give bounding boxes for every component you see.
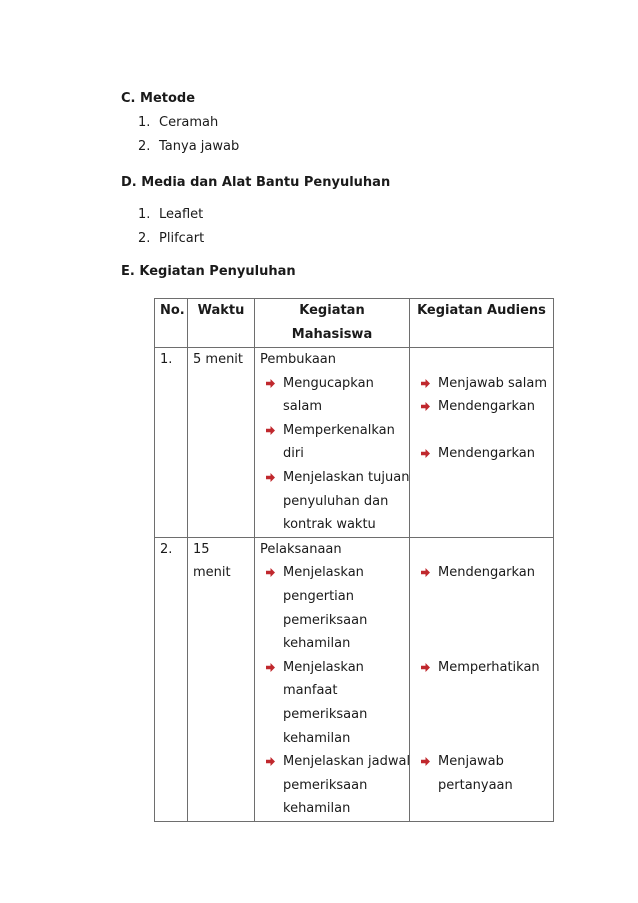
section-c-title: C. Metode bbox=[121, 91, 196, 106]
section-e-title: E. Kegiatan Penyuluhan bbox=[121, 264, 296, 279]
cell-audiens bbox=[410, 348, 554, 538]
arrow-right-icon bbox=[266, 426, 275, 435]
cell-no bbox=[155, 537, 188, 821]
activity-line: pemeriksaan bbox=[283, 706, 368, 722]
metode-list bbox=[138, 111, 239, 159]
list-item bbox=[138, 111, 239, 135]
phase-label: Pelaksanaan bbox=[260, 541, 342, 557]
activity-line: pengertian bbox=[283, 588, 354, 604]
audience-line: Menjawab bbox=[438, 754, 504, 770]
activity-line: Menjelaskan tujuan bbox=[283, 469, 410, 485]
activity-table bbox=[154, 298, 554, 822]
arrow-right-icon bbox=[421, 449, 430, 458]
arrow-right-icon bbox=[266, 379, 275, 388]
list-number: 2. bbox=[138, 231, 151, 246]
list-text: Plifcart bbox=[159, 231, 205, 246]
arrow-right-icon bbox=[421, 402, 430, 411]
list-item bbox=[138, 203, 204, 227]
activity-line: Memperkenalkan bbox=[283, 422, 395, 438]
duration: 5 menit bbox=[193, 352, 244, 367]
phase-label: Pembukaan bbox=[260, 352, 337, 367]
activity-line: kehamilan bbox=[283, 636, 351, 652]
activity-line: salam bbox=[283, 399, 322, 415]
row-number: 2. bbox=[160, 541, 173, 557]
arrow-right-icon bbox=[421, 568, 430, 577]
cell-audiens bbox=[410, 537, 554, 821]
arrow-right-icon bbox=[266, 473, 275, 482]
audience-line: Mendengarkan bbox=[438, 446, 536, 462]
duration: 15 bbox=[193, 541, 210, 557]
activity-line: kontrak waktu bbox=[283, 517, 376, 533]
audience-line: Mendengarkan bbox=[438, 399, 536, 415]
cell-mahasiswa bbox=[255, 348, 410, 538]
arrow-right-icon bbox=[421, 757, 430, 766]
cell-mahasiswa bbox=[255, 537, 410, 821]
arrow-right-icon bbox=[266, 568, 275, 577]
cell-no bbox=[155, 348, 188, 538]
list-text: Ceramah bbox=[159, 115, 219, 130]
activity-line: kehamilan bbox=[283, 730, 351, 746]
arrow-right-icon bbox=[266, 663, 275, 672]
activity-line: Mengucapkan bbox=[283, 375, 374, 391]
audience-line: Mendengarkan bbox=[438, 565, 536, 581]
activity-line: Menjelaskan jadwal bbox=[283, 754, 411, 770]
header-mahasiswa: Kegiatan Mahasiswa bbox=[255, 299, 410, 348]
cell-waktu bbox=[188, 537, 255, 821]
activity-line: manfaat bbox=[283, 683, 338, 699]
arrow-right-icon bbox=[266, 757, 275, 766]
audience-line: pertanyaan bbox=[438, 777, 513, 793]
arrow-right-icon bbox=[421, 663, 430, 672]
activity-line: kehamilan bbox=[283, 801, 351, 817]
audience-line: Memperhatikan bbox=[438, 659, 540, 675]
list-item bbox=[138, 135, 239, 159]
media-list bbox=[138, 203, 204, 251]
list-number: 1. bbox=[138, 115, 151, 130]
activity-line: penyuluhan dan bbox=[283, 493, 389, 509]
cell-waktu bbox=[188, 348, 255, 538]
row-number: 1. bbox=[160, 352, 173, 367]
header-no: No. bbox=[155, 299, 188, 348]
header-audiens: Kegiatan Audiens bbox=[410, 299, 554, 348]
list-text: Tanya jawab bbox=[159, 139, 240, 154]
list-number: 1. bbox=[138, 207, 151, 222]
section-d-title: D. Media dan Alat Bantu Penyuluhan bbox=[121, 175, 391, 190]
list-item bbox=[138, 227, 204, 251]
header-waktu: Waktu bbox=[188, 299, 255, 348]
activity-line: pemeriksaan bbox=[283, 777, 368, 793]
duration: menit bbox=[193, 565, 231, 581]
list-text: Leaflet bbox=[159, 207, 204, 222]
list-number: 2. bbox=[138, 139, 151, 154]
table-row bbox=[155, 348, 554, 538]
activity-line: pemeriksaan bbox=[283, 612, 368, 628]
activity-line: diri bbox=[283, 446, 304, 462]
audience-line: Menjawab salam bbox=[438, 375, 547, 391]
activity-line: Menjelaskan bbox=[283, 659, 364, 675]
table-row bbox=[155, 537, 554, 821]
activity-line: Menjelaskan bbox=[283, 565, 364, 581]
table-header-row bbox=[155, 299, 554, 348]
arrow-right-icon bbox=[421, 379, 430, 388]
